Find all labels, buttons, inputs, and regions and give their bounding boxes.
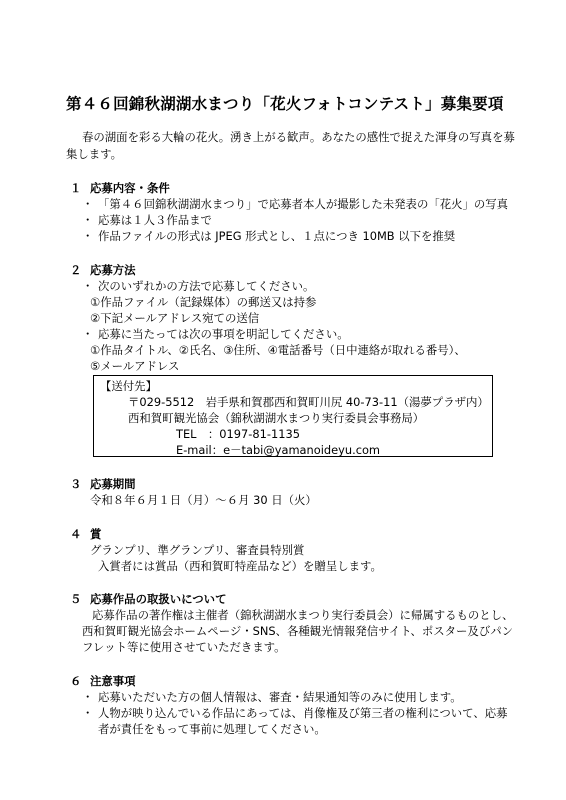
intro-line-1: 春の湖面を彩る大輪の花火。湧き上がる歓声。あなたの感性で捉えた渾身の写真を募 xyxy=(82,130,515,144)
bullet-mark: ・ xyxy=(82,213,94,227)
s2-bullet-2: 応募に当たっては次の事項を明記してください。 xyxy=(98,327,349,341)
recipient-heading: 【送付先】 xyxy=(100,379,157,393)
section-2-number: ２ xyxy=(70,263,82,277)
s6-bullet-2-line-1: 人物が映り込んでいる作品にあっては、肖像権及び第三者の権利について、応募 xyxy=(98,706,508,720)
s5-line-1: 応募作品の著作権は主催者（錦秋湖湖水まつり実行委員会）に帰属するものとし、 xyxy=(92,608,514,622)
bullet-mark: ・ xyxy=(82,197,94,211)
s2-method-2: ②下記メールアドレス宛ての送信 xyxy=(90,311,260,325)
s5-line-3: フレット等に使用させていただきます。 xyxy=(82,640,286,654)
recipient-tel: TEL ：0197-81-1135 xyxy=(176,427,300,441)
s2-items-line-1: ①作品タイトル、②氏名、③住所、④電話番号（日中連絡が取れる番号）、 xyxy=(90,343,466,357)
section-4-number: ４ xyxy=(70,527,82,541)
s2-method-1: ①作品ファイル（記録媒体）の郵送又は持参 xyxy=(90,295,317,309)
section-5-number: ５ xyxy=(70,592,82,606)
section-6-number: ６ xyxy=(70,674,82,688)
intro-line-2: 集します。 xyxy=(66,147,123,161)
section-4-heading: 賞 xyxy=(90,527,102,541)
section-6-heading: 注意事項 xyxy=(90,674,136,688)
s2-items-line-2: ⑤メールアドレス xyxy=(90,359,180,373)
page-title: 第４６回錦秋湖湖水まつり「花火フォトコンテスト」募集要項 xyxy=(66,95,504,113)
recipient-address: 〒029-5512 岩手県和賀郡西和賀町川尻 40-73-11（湯夢プラザ内） xyxy=(128,395,489,409)
s6-bullet-2-line-2: 者が責任をもって事前に処理してください。 xyxy=(98,722,326,736)
s1-bullet-1: 「第４６回錦秋湖湖水まつり」で応募者本人が撮影した未発表の「花火」の写真 xyxy=(98,197,509,211)
bullet-mark: ・ xyxy=(82,327,94,341)
bullet-mark: ・ xyxy=(82,279,94,293)
bullet-mark: ・ xyxy=(82,229,94,243)
section-1-number: １ xyxy=(70,181,82,195)
s4-line-2: 入賞者には賞品（西和賀町特産品など）を贈呈します。 xyxy=(98,559,382,573)
s6-bullet-1: 応募いただいた方の個人情報は、審査・結果通知等のみに使用します。 xyxy=(98,690,462,704)
s1-bullet-2: 応募は１人３作品まで xyxy=(98,213,212,227)
section-1-heading: 応募内容・条件 xyxy=(90,181,170,195)
s1-bullet-3: 作品ファイルの形式は JPEG 形式とし、１点につき 10MB 以下を推奨 xyxy=(98,229,456,243)
section-3-heading: 応募期間 xyxy=(90,477,136,491)
recipient-email: E-mail：e－tabi@yamanoideyu.com xyxy=(176,443,381,457)
bullet-mark: ・ xyxy=(82,706,94,720)
bullet-mark: ・ xyxy=(82,690,94,704)
s3-body: 令和８年６月１日（月）～６月 30 日（火） xyxy=(90,493,317,507)
s5-line-2: 西和賀町観光協会ホームページ・SNS、各種観光情報発信サイト、ポスター及びパン xyxy=(82,624,513,638)
section-3-number: ３ xyxy=(70,477,82,491)
recipient-org: 西和賀町観光協会（錦秋湖湖水まつり実行委員会事務局） xyxy=(128,411,425,425)
s2-bullet-1: 次のいずれかの方法で応募してください。 xyxy=(98,279,315,293)
section-5-heading: 応募作品の取扱いについて xyxy=(90,592,227,606)
section-2-heading: 応募方法 xyxy=(90,263,136,277)
s4-line-1: グランプリ、準グランプリ、審査員特別賞 xyxy=(90,543,305,557)
